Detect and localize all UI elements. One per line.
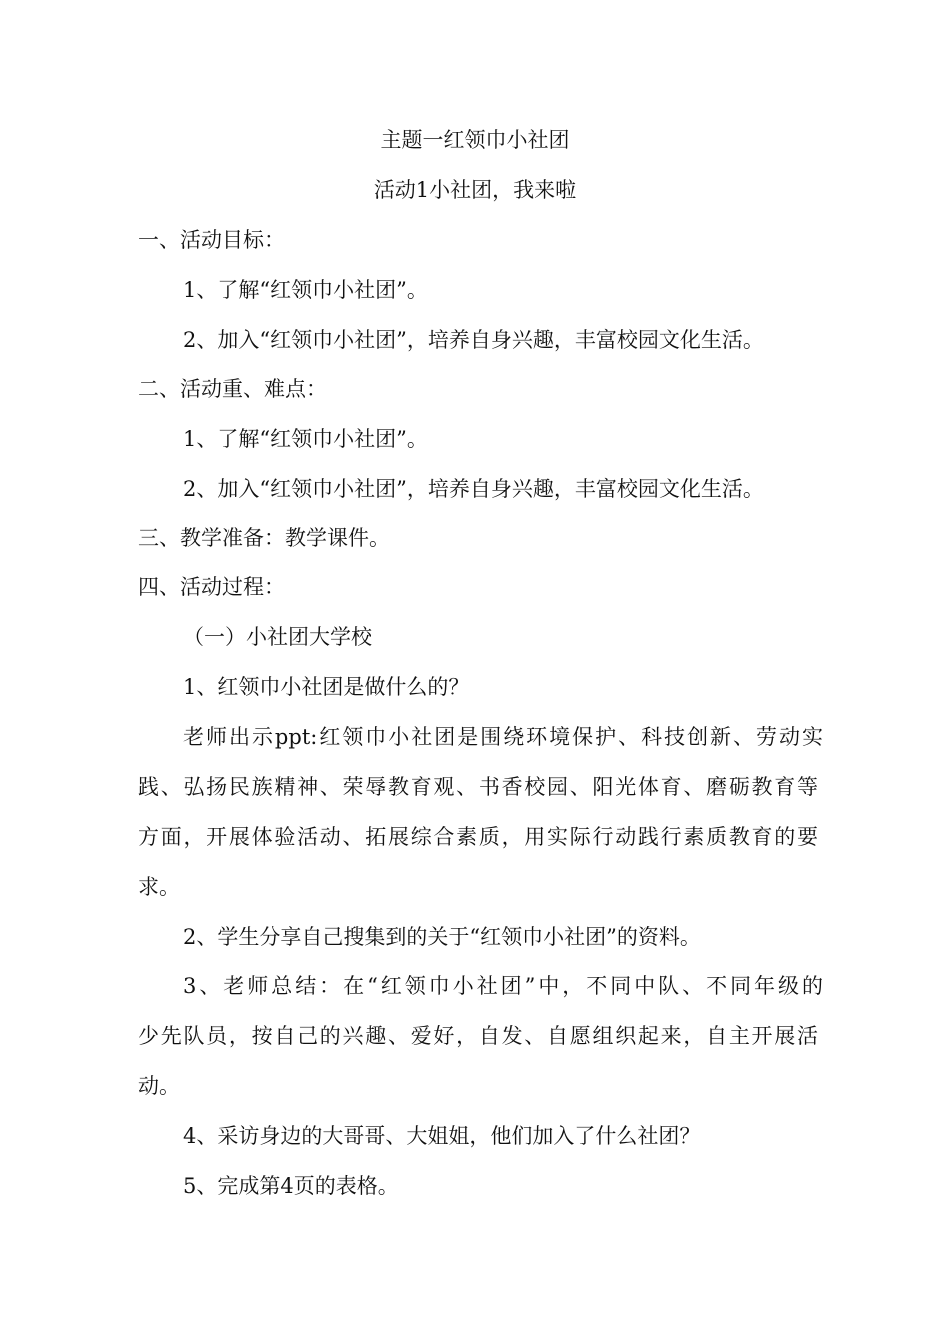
section-heading-process: 四、活动过程： (138, 575, 285, 599)
process-answer-line-3: 方面，开展体验活动、拓展综合素质，用实际行动践行素质教育的要 (138, 825, 818, 849)
section-heading-key-points: 二、活动重、难点： (138, 377, 327, 401)
process-question-2: 2、学生分享自己搜集到的关于“红领巾小社团”的资料。 (183, 925, 701, 949)
document-title: 主题一红领巾小社团 (380, 128, 570, 152)
key-point-item-2: 2、加入“红领巾小社团”，培养自身兴趣，丰富校园文化生活。 (183, 477, 764, 501)
process-question-5: 5、完成第4页的表格。 (183, 1174, 399, 1198)
process-question-4: 4、采访身边的大哥哥、大姐姐，他们加入了什么社团？ (183, 1124, 701, 1148)
process-summary-line-1: 3、老师总结：在“红领巾小社团”中，不同中队、不同年级的 (183, 974, 823, 998)
section-teaching-prep: 三、教学准备：教学课件。 (138, 526, 390, 550)
goal-item-2: 2、加入“红领巾小社团”，培养自身兴趣，丰富校园文化生活。 (183, 328, 764, 352)
process-question-1: 1、红领巾小社团是做什么的？ (183, 675, 470, 699)
process-answer-line-1: 老师出示ppt:红领巾小社团是围绕环境保护、科技创新、劳动实 (183, 725, 823, 749)
process-summary-line-3: 动。 (138, 1074, 180, 1098)
process-summary-line-2: 少先队员，按自己的兴趣、爱好，自发、自愿组织起来，自主开展活 (138, 1024, 818, 1048)
goal-item-1: 1、了解“红领巾小社团”。 (183, 278, 428, 302)
document-subtitle: 活动1小社团，我来啦 (373, 178, 577, 202)
process-answer-line-4: 求。 (138, 875, 180, 899)
process-part-1-heading: （一）小社团大学校 (183, 625, 372, 649)
section-heading-goals: 一、活动目标： (138, 228, 285, 252)
key-point-item-1: 1、了解“红领巾小社团”。 (183, 427, 428, 451)
process-answer-line-2: 践、弘扬民族精神、荣辱教育观、书香校园、阳光体育、磨砺教育等 (138, 775, 818, 799)
